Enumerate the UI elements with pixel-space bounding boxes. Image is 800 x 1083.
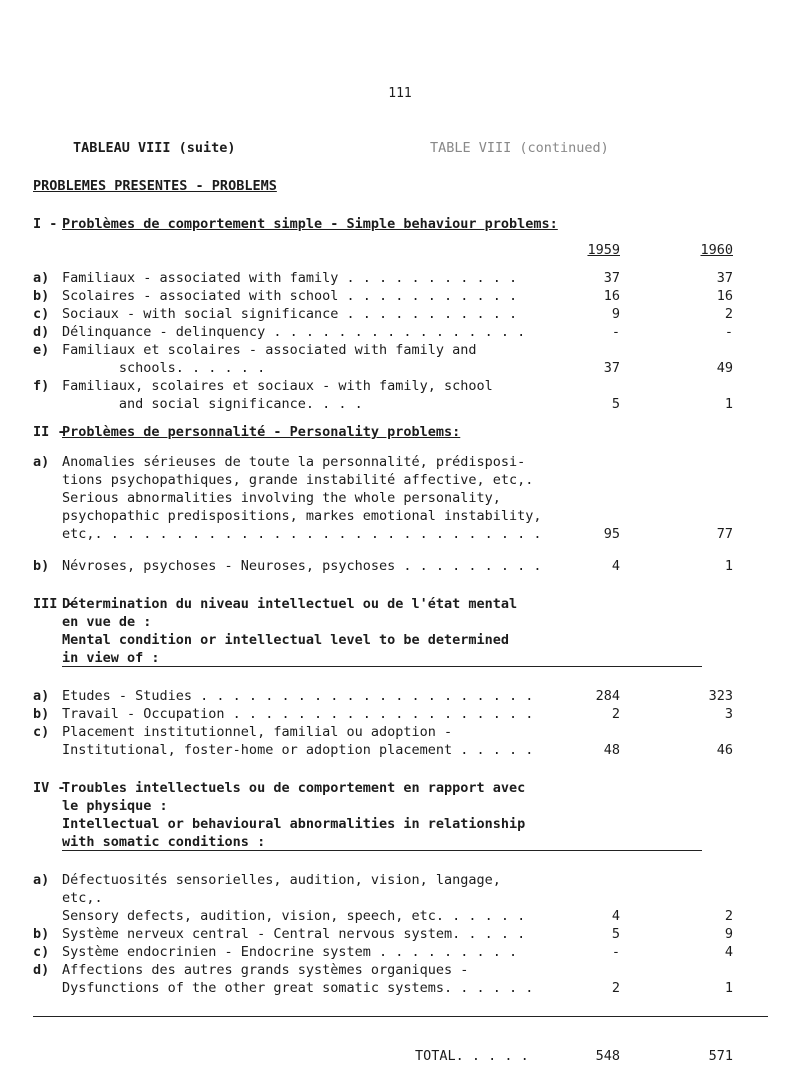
value-1960: 3: [724, 706, 733, 722]
value-1959: 4: [611, 908, 620, 924]
page-number: 111: [388, 86, 412, 101]
value-1960: 37: [716, 270, 733, 286]
value-1960: 4: [724, 944, 733, 960]
year-1960-header: 1960: [700, 242, 733, 258]
item-text: Etudes - Studies . . . . . . . . . . . . . . . . . . . . .: [62, 688, 534, 704]
item-text: Défectuosités sensorielles, audition, vision, langage,: [62, 872, 501, 888]
section-title: le physique :: [62, 798, 168, 814]
section-title: Troubles intellectuels ou de comportement en rapport avec: [62, 780, 526, 796]
item-letter: e): [33, 342, 50, 358]
value-1959: 284: [595, 688, 620, 704]
item-text: Sociaux - with social significance . . . . . . . . . . .: [62, 306, 518, 322]
value-1959: 2: [611, 706, 620, 722]
section-underline: [62, 666, 702, 667]
section-numeral: III -: [33, 596, 74, 612]
section-title: Mental condition or intellectual level to be determined: [62, 632, 510, 648]
item-letter: b): [33, 706, 50, 722]
section-title: en vue de :: [62, 614, 152, 630]
total-1960: 571: [708, 1048, 733, 1064]
item-text: Institutional, foster-home or adoption placement . . . . .: [62, 742, 534, 758]
year-1959-header: 1959: [587, 242, 620, 258]
value-1959: 9: [611, 306, 620, 322]
item-text: Serious abnormalities involving the whole personality,: [62, 490, 501, 506]
item-text: etc,.: [62, 890, 103, 906]
item-text: Délinquance - delinquency . . . . . . . . . . . . . . . .: [62, 324, 526, 340]
section-underline: [62, 850, 702, 851]
value-1959: 5: [611, 926, 620, 942]
item-text: Scolaires - associated with school . . . . . . . . . . .: [62, 288, 518, 304]
item-text: Névroses, psychoses - Neuroses, psychoses . . . . . . . . .: [62, 558, 542, 574]
item-text: Dysfunctions of the other great somatic systems. . . . . .: [62, 980, 534, 996]
item-letter: d): [33, 324, 50, 340]
section-title: Problèmes de comportement simple - Simple behaviour problems:: [62, 216, 558, 232]
item-text: Système endocrinien - Endocrine system . . . . . . . . .: [62, 944, 518, 960]
total-rule: [33, 1016, 768, 1017]
value-1960: 49: [716, 360, 733, 376]
item-text: Familiaux, scolaires et sociaux - with family, school: [62, 378, 493, 394]
item-letter: a): [33, 872, 50, 888]
item-letter: c): [33, 944, 50, 960]
item-letter: b): [33, 926, 50, 942]
value-1959: -: [611, 944, 620, 960]
value-1959: 2: [611, 980, 620, 996]
section-title: Intellectual or behavioural abnormalities in relationship: [62, 816, 526, 832]
item-letter: c): [33, 724, 50, 740]
section-title: in view of :: [62, 650, 160, 666]
item-text: Placement institutionnel, familial ou adoption -: [62, 724, 453, 740]
item-letter: a): [33, 270, 50, 286]
value-1960: 46: [716, 742, 733, 758]
section-numeral: I -: [33, 216, 58, 232]
value-1960: 1: [724, 396, 733, 412]
value-1960: 9: [724, 926, 733, 942]
value-1959: 37: [603, 360, 620, 376]
item-text: Anomalies sérieuses de toute la personnalité, prédisposi-: [62, 454, 526, 470]
item-text: Travail - Occupation . . . . . . . . . . . . . . . . . . .: [62, 706, 534, 722]
value-1959: -: [611, 324, 620, 340]
item-text: Sensory defects, audition, vision, speech, etc. . . . . .: [62, 908, 526, 924]
table-subtitle: PROBLEMES PRESENTES - PROBLEMS: [33, 178, 277, 194]
item-letter: f): [33, 378, 50, 394]
item-text: Familiaux - associated with family . . . . . . . . . . .: [62, 270, 518, 286]
table-title-en: TABLE VIII (continued): [430, 140, 609, 156]
total-label: TOTAL. . . . .: [415, 1048, 529, 1064]
value-1959: 48: [603, 742, 620, 758]
value-1960: 323: [708, 688, 733, 704]
table-title-fr: TABLEAU VIII (suite): [73, 140, 236, 156]
item-text: schools. . . . . .: [62, 360, 266, 376]
item-text: etc,. . . . . . . . . . . . . . . . . . . . . . . . . . . .: [62, 526, 542, 542]
value-1960: 77: [716, 526, 733, 542]
item-text: Affections des autres grands systèmes organiques -: [62, 962, 469, 978]
value-1960: 2: [724, 908, 733, 924]
item-text: Familiaux et scolaires - associated with family and: [62, 342, 477, 358]
item-letter: d): [33, 962, 50, 978]
value-1959: 5: [611, 396, 620, 412]
item-text: psychopathic predispositions, markes emotional instability,: [62, 508, 542, 524]
item-letter: a): [33, 688, 50, 704]
section-numeral: IV -: [33, 780, 66, 796]
item-text: tions psychopathiques, grande instabilité affective, etc,.: [62, 472, 534, 488]
section-title: Problèmes de personnalité - Personality problems:: [62, 424, 461, 440]
item-letter: b): [33, 288, 50, 304]
total-1959: 548: [595, 1048, 620, 1064]
value-1960: 2: [724, 306, 733, 322]
item-letter: c): [33, 306, 50, 322]
value-1959: 4: [611, 558, 620, 574]
value-1959: 95: [603, 526, 620, 542]
section-numeral: II -: [33, 424, 66, 440]
value-1960: 16: [716, 288, 733, 304]
value-1960: 1: [724, 558, 733, 574]
section-title: Détermination du niveau intellectuel ou de l'état mental: [62, 596, 518, 612]
item-text: Système nerveux central - Central nervous system. . . . .: [62, 926, 526, 942]
value-1959: 16: [603, 288, 620, 304]
section-title: with somatic conditions :: [62, 834, 266, 850]
value-1959: 37: [603, 270, 620, 286]
value-1960: 1: [724, 980, 733, 996]
item-letter: a): [33, 454, 50, 470]
item-text: and social significance. . . .: [62, 396, 363, 412]
value-1960: -: [724, 324, 733, 340]
item-letter: b): [33, 558, 50, 574]
